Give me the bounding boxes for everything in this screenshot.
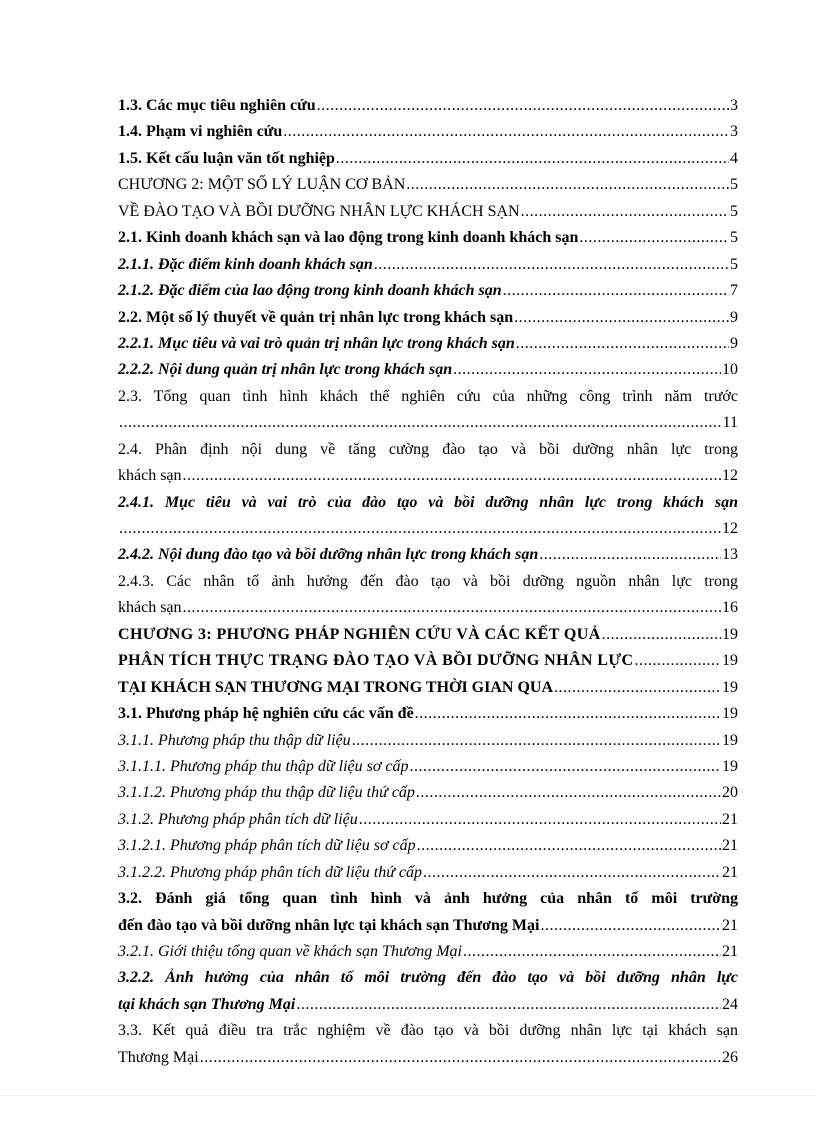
toc-page-number: 19 bbox=[722, 678, 738, 696]
toc-dot-leader bbox=[516, 331, 729, 357]
toc-page-number: 19 bbox=[722, 757, 738, 775]
toc-page-number: 4 bbox=[730, 149, 738, 167]
toc-dot-leader bbox=[453, 357, 721, 383]
toc-entry-title: 2.1.1. Đặc điểm kinh doanh khách sạn bbox=[118, 255, 373, 273]
toc-entry[interactable] bbox=[118, 331, 738, 357]
toc-entry[interactable] bbox=[118, 93, 738, 119]
toc-page-number: 21 bbox=[722, 916, 738, 934]
toc-dot-leader bbox=[503, 278, 729, 304]
toc-entry-title: 2.4. Phân định nội dung về tăng cường đào tạo và bồi dưỡng nhân lực trong bbox=[118, 440, 738, 458]
toc-page-number: 21 bbox=[722, 810, 738, 828]
toc-page-number: 19 bbox=[722, 625, 738, 643]
toc-page-number: 19 bbox=[722, 705, 738, 723]
toc-entry[interactable] bbox=[118, 437, 738, 463]
toc-page-number: 12 bbox=[722, 520, 738, 537]
toc-page-number: 16 bbox=[722, 599, 738, 617]
toc-dot-leader bbox=[540, 913, 721, 939]
toc-dot-leader bbox=[417, 833, 721, 859]
toc-dot-leader bbox=[539, 542, 721, 568]
toc-entry-title: 2.2. Một số lý thuyết về quản trị nhân lực trong khách sạn bbox=[118, 308, 514, 326]
toc-page-number: 9 bbox=[730, 308, 738, 326]
toc-entry[interactable] bbox=[118, 252, 738, 278]
toc-entry[interactable] bbox=[118, 516, 738, 542]
toc-entry-title: VỀ ĐÀO TẠO VÀ BỒI DƯỠNG NHÂN LỰC KHÁCH SẠN bbox=[118, 202, 520, 220]
toc-entry-title: 2.1. Kinh doanh khách sạn và lao động trong kinh doanh khách sạn bbox=[118, 229, 579, 247]
toc-entry[interactable] bbox=[118, 199, 738, 225]
toc-entry[interactable] bbox=[118, 410, 738, 436]
toc-entry[interactable] bbox=[118, 965, 738, 991]
toc-page-number: 21 bbox=[722, 863, 738, 881]
toc-dot-leader bbox=[406, 172, 729, 198]
toc-entry-title: 3.1.1.2. Phương pháp thu thập dữ liệu thứ cấp bbox=[118, 784, 415, 802]
toc-entry-title: CHƯƠNG 3: PHƯƠNG PHÁP NGHIÊN CỨU VÀ CÁC KẾT QUẢ bbox=[118, 625, 601, 643]
toc-entry-title: 3.1.2.1. Phương pháp phân tích dữ liệu sơ cấp bbox=[118, 837, 416, 855]
toc-page-number: 21 bbox=[722, 943, 738, 960]
toc-entry[interactable] bbox=[118, 305, 738, 331]
toc-entry-title: 3.2.1. Giới thiệu tổng quan về khách sạn Thương Mại bbox=[118, 943, 462, 960]
toc-entry[interactable] bbox=[118, 278, 738, 304]
toc-dot-leader bbox=[416, 780, 721, 806]
toc-entry[interactable] bbox=[118, 1045, 738, 1071]
toc-entry-title: 2.2.1. Mục tiêu và vai trò quản trị nhân lực trong khách sạn bbox=[118, 334, 515, 352]
toc-entry-title: 2.4.1. Mục tiêu và vai trò của đào tạo và bồi dưỡng nhân lực trong khách sạn bbox=[118, 493, 738, 511]
toc-entry-title: 2.1.2. Đặc điểm của lao động trong kinh doanh khách sạn bbox=[118, 282, 502, 300]
toc-entry-title: 2.3. Tổng quan tình hình khách thể nghiên cứu của những công trình năm trước bbox=[118, 387, 738, 405]
toc-page-number: 20 bbox=[722, 784, 738, 802]
toc-entry-title: 1.5. Kết cấu luận văn tốt nghiệp bbox=[118, 149, 335, 167]
toc-entry-title: khách sạn bbox=[118, 599, 182, 617]
toc-page-number: 19 bbox=[722, 731, 738, 749]
toc-entry[interactable] bbox=[118, 939, 738, 965]
toc-entry[interactable] bbox=[118, 384, 738, 410]
toc-entry[interactable] bbox=[118, 833, 738, 859]
toc-dot-leader bbox=[336, 146, 729, 172]
toc-dot-leader bbox=[374, 252, 729, 278]
toc-entry[interactable] bbox=[118, 357, 738, 383]
toc-page-number: 5 bbox=[730, 255, 738, 273]
toc-entry-title: 3.1. Phương pháp hệ nghiên cứu các vấn đề bbox=[118, 705, 414, 723]
toc-entry-title: Thương Mại bbox=[118, 1048, 199, 1066]
toc-entry-title: PHÂN TÍCH THỰC TRẠNG ĐÀO TẠO VÀ BỒI DƯỠNG NHÂN LỰC bbox=[118, 652, 634, 670]
toc-dot-leader bbox=[410, 754, 721, 780]
toc-dot-leader bbox=[296, 992, 721, 1018]
toc-entry[interactable] bbox=[118, 542, 738, 568]
toc-entry[interactable] bbox=[118, 648, 738, 674]
toc-entry[interactable] bbox=[118, 463, 738, 489]
toc-dot-leader bbox=[554, 675, 721, 701]
toc-entry[interactable] bbox=[118, 780, 738, 806]
toc-page-number: 10 bbox=[722, 361, 738, 379]
toc-entry-title: 1.3. Các mục tiêu nghiên cứu bbox=[118, 97, 316, 114]
toc-entry[interactable] bbox=[118, 119, 738, 145]
toc-page-number: 5 bbox=[730, 229, 738, 247]
toc-entry-title: 3.1.2. Phương pháp phân tích dữ liệu bbox=[118, 810, 358, 828]
toc-entry[interactable] bbox=[118, 675, 738, 701]
toc-entry-title: 3.2.2. Ảnh hưởng của nhân tố môi trường đến đào tạo và bồi dưỡng nhân lực bbox=[118, 969, 738, 987]
toc-entry[interactable] bbox=[118, 860, 738, 886]
toc-entry-title: đến đào tạo và bồi dưỡng nhân lực tại khách sạn Thương Mại bbox=[118, 916, 540, 934]
toc-entry[interactable] bbox=[118, 490, 738, 516]
toc-entry[interactable] bbox=[118, 595, 738, 621]
toc-entry-title: 2.2.2. Nội dung quản trị nhân lực trong khách sạn bbox=[118, 361, 453, 379]
toc-entry-title: 3.3. Kết quả điều tra trắc nghiệm về đào tạo và bồi dưỡng nhân lực tại khách sạn bbox=[118, 1022, 738, 1040]
toc-entry-title: 3.2. Đánh giá tổng quan tình hình và ảnh hưởng của nhân tố môi trường bbox=[118, 890, 738, 908]
toc-dot-leader bbox=[317, 93, 729, 119]
toc-dot-leader bbox=[183, 595, 721, 621]
toc-entry-title: TẠI KHÁCH SẠN THƯƠNG MẠI TRONG THỜI GIAN QUA bbox=[118, 678, 554, 696]
toc-page-number: 21 bbox=[722, 837, 738, 855]
toc-dot-leader bbox=[602, 622, 721, 648]
toc-entry[interactable] bbox=[118, 569, 738, 595]
toc-entry-title: 2.4.2. Nội dung đào tạo và bồi dưỡng nhân lực trong khách sạn bbox=[118, 546, 539, 564]
toc-page-number: 3 bbox=[730, 97, 738, 114]
toc-page-number: 5 bbox=[730, 202, 738, 220]
toc-entry[interactable] bbox=[118, 992, 738, 1018]
toc-entry-title: tại khách sạn Thương Mại bbox=[118, 995, 296, 1013]
toc-entry[interactable] bbox=[118, 728, 738, 754]
toc-entry[interactable] bbox=[118, 754, 738, 780]
toc-entry-title: 3.1.2.2. Phương pháp phân tích dữ liệu thứ cấp bbox=[118, 863, 423, 881]
toc-entry-title: 1.4. Phạm vi nghiên cứu bbox=[118, 123, 283, 141]
toc-page-number: 5 bbox=[730, 176, 738, 194]
toc-page-number: 9 bbox=[730, 334, 738, 352]
toc-entry-title: 3.1.1.1. Phương pháp thu thập dữ liệu sơ cấp bbox=[118, 757, 409, 775]
toc-dot-leader bbox=[200, 1045, 721, 1071]
toc-dot-leader bbox=[283, 119, 729, 145]
toc-entry[interactable] bbox=[118, 622, 738, 648]
toc-page-number: 26 bbox=[722, 1048, 738, 1066]
toc-entry[interactable] bbox=[118, 886, 738, 912]
toc-dot-leader bbox=[463, 939, 721, 965]
toc-dot-leader bbox=[634, 648, 721, 674]
toc-dot-leader bbox=[423, 860, 721, 886]
toc-dot-leader bbox=[359, 807, 721, 833]
toc-page-number: 11 bbox=[722, 414, 738, 432]
toc-page-number: 3 bbox=[730, 123, 738, 141]
toc-entry[interactable] bbox=[118, 1018, 738, 1044]
toc-entry-title: khách sạn bbox=[118, 467, 182, 485]
toc-dot-leader bbox=[579, 225, 729, 251]
toc-page-number: 12 bbox=[722, 467, 738, 485]
toc-dot-leader bbox=[415, 701, 721, 727]
toc-dot-leader bbox=[521, 199, 729, 225]
toc-page-number: 19 bbox=[722, 652, 738, 670]
toc-dot-leader bbox=[119, 410, 722, 436]
toc-dot-leader bbox=[352, 728, 721, 754]
toc-entry[interactable] bbox=[118, 701, 738, 727]
page-bottom-edge bbox=[0, 1095, 816, 1096]
toc-dot-leader bbox=[119, 516, 721, 542]
toc-entry-title: CHƯƠNG 2: MỘT SỐ LÝ LUẬN CƠ BẢN bbox=[118, 176, 406, 194]
toc-entry[interactable] bbox=[118, 146, 738, 172]
toc-dot-leader bbox=[183, 463, 721, 489]
toc-entry[interactable] bbox=[118, 225, 738, 251]
toc-entry-title: 2.4.3. Các nhân tố ảnh hưởng đến đào tạo và bồi dưỡng nguồn nhân lực trong bbox=[118, 572, 738, 590]
toc-page-number: 13 bbox=[722, 546, 738, 564]
toc-entry-title: 3.1.1. Phương pháp thu thập dữ liệu bbox=[118, 731, 351, 749]
toc-entry[interactable] bbox=[118, 172, 738, 198]
toc-page-number: 7 bbox=[730, 282, 738, 300]
toc-page-number: 24 bbox=[722, 995, 738, 1013]
toc-entry[interactable] bbox=[118, 913, 738, 939]
table-of-contents bbox=[118, 93, 738, 1071]
toc-dot-leader bbox=[514, 305, 729, 331]
toc-entry[interactable] bbox=[118, 807, 738, 833]
